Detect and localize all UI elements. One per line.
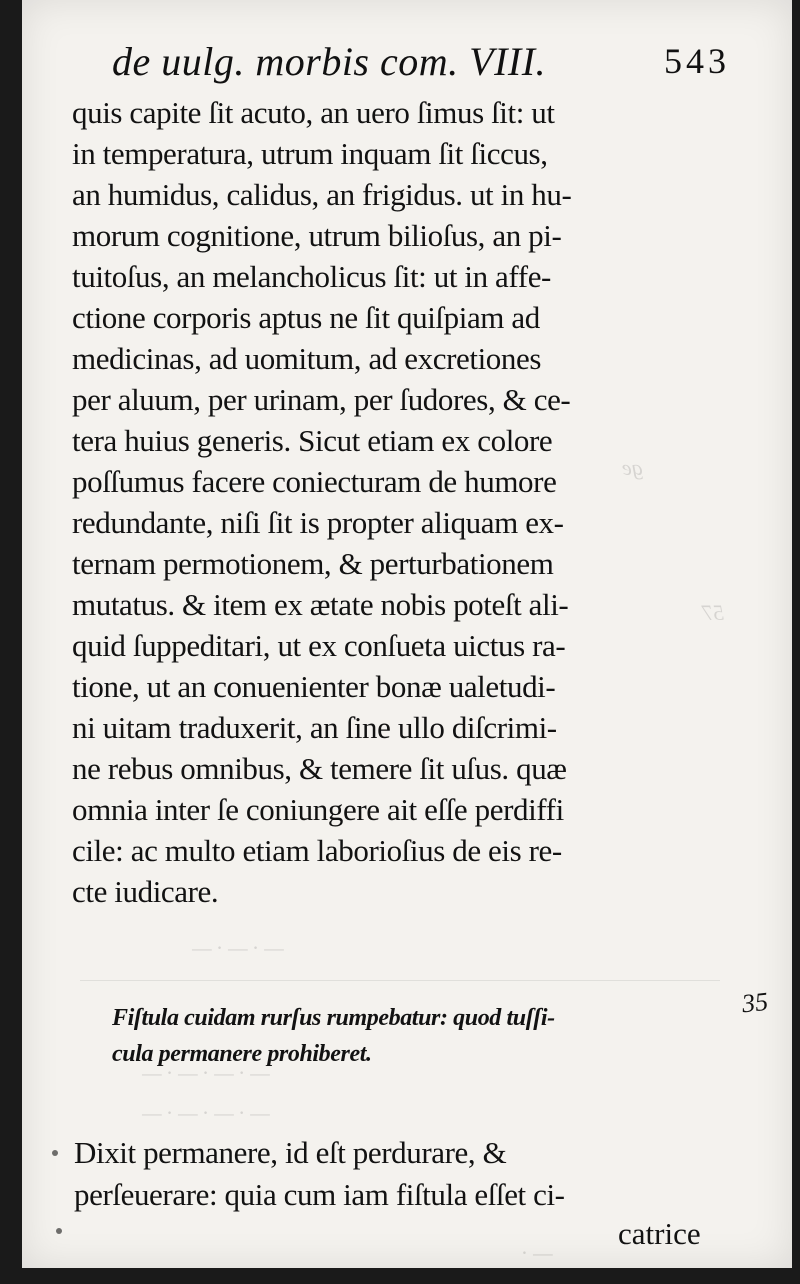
ink-speck — [52, 1150, 58, 1156]
text-line: poſſumus facere coniecturam de humore — [72, 464, 557, 499]
text-line: omnia inter ſe coniungere ait eſſe perdiffi — [72, 792, 564, 827]
show-through-1: ge — [622, 455, 643, 480]
text-line: mutatus. & item ex ætate nobis poteſt ali- — [72, 587, 569, 622]
text-line: tera huius generis. Sicut etiam ex colore — [72, 423, 553, 458]
text-line: perſeuerare: quia cum iam fiſtula eſſet ci- — [74, 1177, 565, 1212]
text-line: medicinas, ad uomitum, ad excretiones — [72, 341, 542, 376]
text-line: Dixit permanere, id eſt perdurare, & — [74, 1135, 507, 1170]
text-line: ternam permotionem, & perturbationem — [72, 546, 554, 581]
text-line: redundante, niſi ſit is propter aliquam ex- — [72, 505, 564, 540]
show-through-3: — · — · — — [192, 935, 284, 960]
running-title: de uulg. morbis com. VIII. — [112, 39, 547, 84]
page-header — [84, 38, 734, 86]
text-line: morum cognitione, utrum bilioſus, an pi- — [72, 218, 562, 253]
text-line: in temperatura, utrum inquam ſit ſiccus, — [72, 136, 548, 171]
text-line: ctione corporis aptus ne ſit quiſpiam ad — [72, 300, 540, 335]
handwritten-margin-note: 35 — [740, 986, 770, 1019]
text-line: tuitoſus, an melancholicus ſit: ut in affe- — [72, 259, 551, 294]
section-divider — [80, 980, 720, 981]
show-through-4: — · — · — · — — [142, 1060, 270, 1085]
show-through-6: — · — [522, 1240, 553, 1265]
show-through-2: 57 — [702, 600, 724, 625]
text-line: cile: ac multo etiam laborioſius de eis re- — [72, 833, 562, 868]
heading-line: Fiſtula cuidam rurſus rumpebatur: quod tuſſi- — [112, 1005, 555, 1031]
second-paragraph — [74, 1132, 734, 1216]
page-number: 543 — [664, 41, 730, 81]
catchword: catrice — [618, 1216, 701, 1251]
show-through-5: — · — · — · — — [142, 1100, 270, 1125]
text-line: per aluum, per urinam, per ſudores, & ce- — [72, 382, 571, 417]
text-line: cte iudicare. — [72, 874, 219, 909]
text-line: tione, ut an conuenienter bonæ ualetudi- — [72, 669, 556, 704]
ink-speck — [56, 1228, 62, 1234]
main-paragraph — [72, 92, 737, 912]
shoulder-heading — [112, 1000, 752, 1072]
text-line: an humidus, calidus, an frigidus. ut in hu- — [72, 177, 572, 212]
text-line: ne rebus omnibus, & temere ſit uſus. quæ — [72, 751, 567, 786]
book-page — [22, 0, 792, 1268]
heading-line: cula permanere prohiberet. — [112, 1041, 372, 1067]
text-line: quid ſuppeditari, ut ex conſueta uictus ra- — [72, 628, 566, 663]
text-line: ni uitam traduxerit, an ſine ullo diſcrimi- — [72, 710, 557, 745]
text-line: quis capite ſit acuto, an uero ſimus ſit: ut — [72, 95, 555, 130]
